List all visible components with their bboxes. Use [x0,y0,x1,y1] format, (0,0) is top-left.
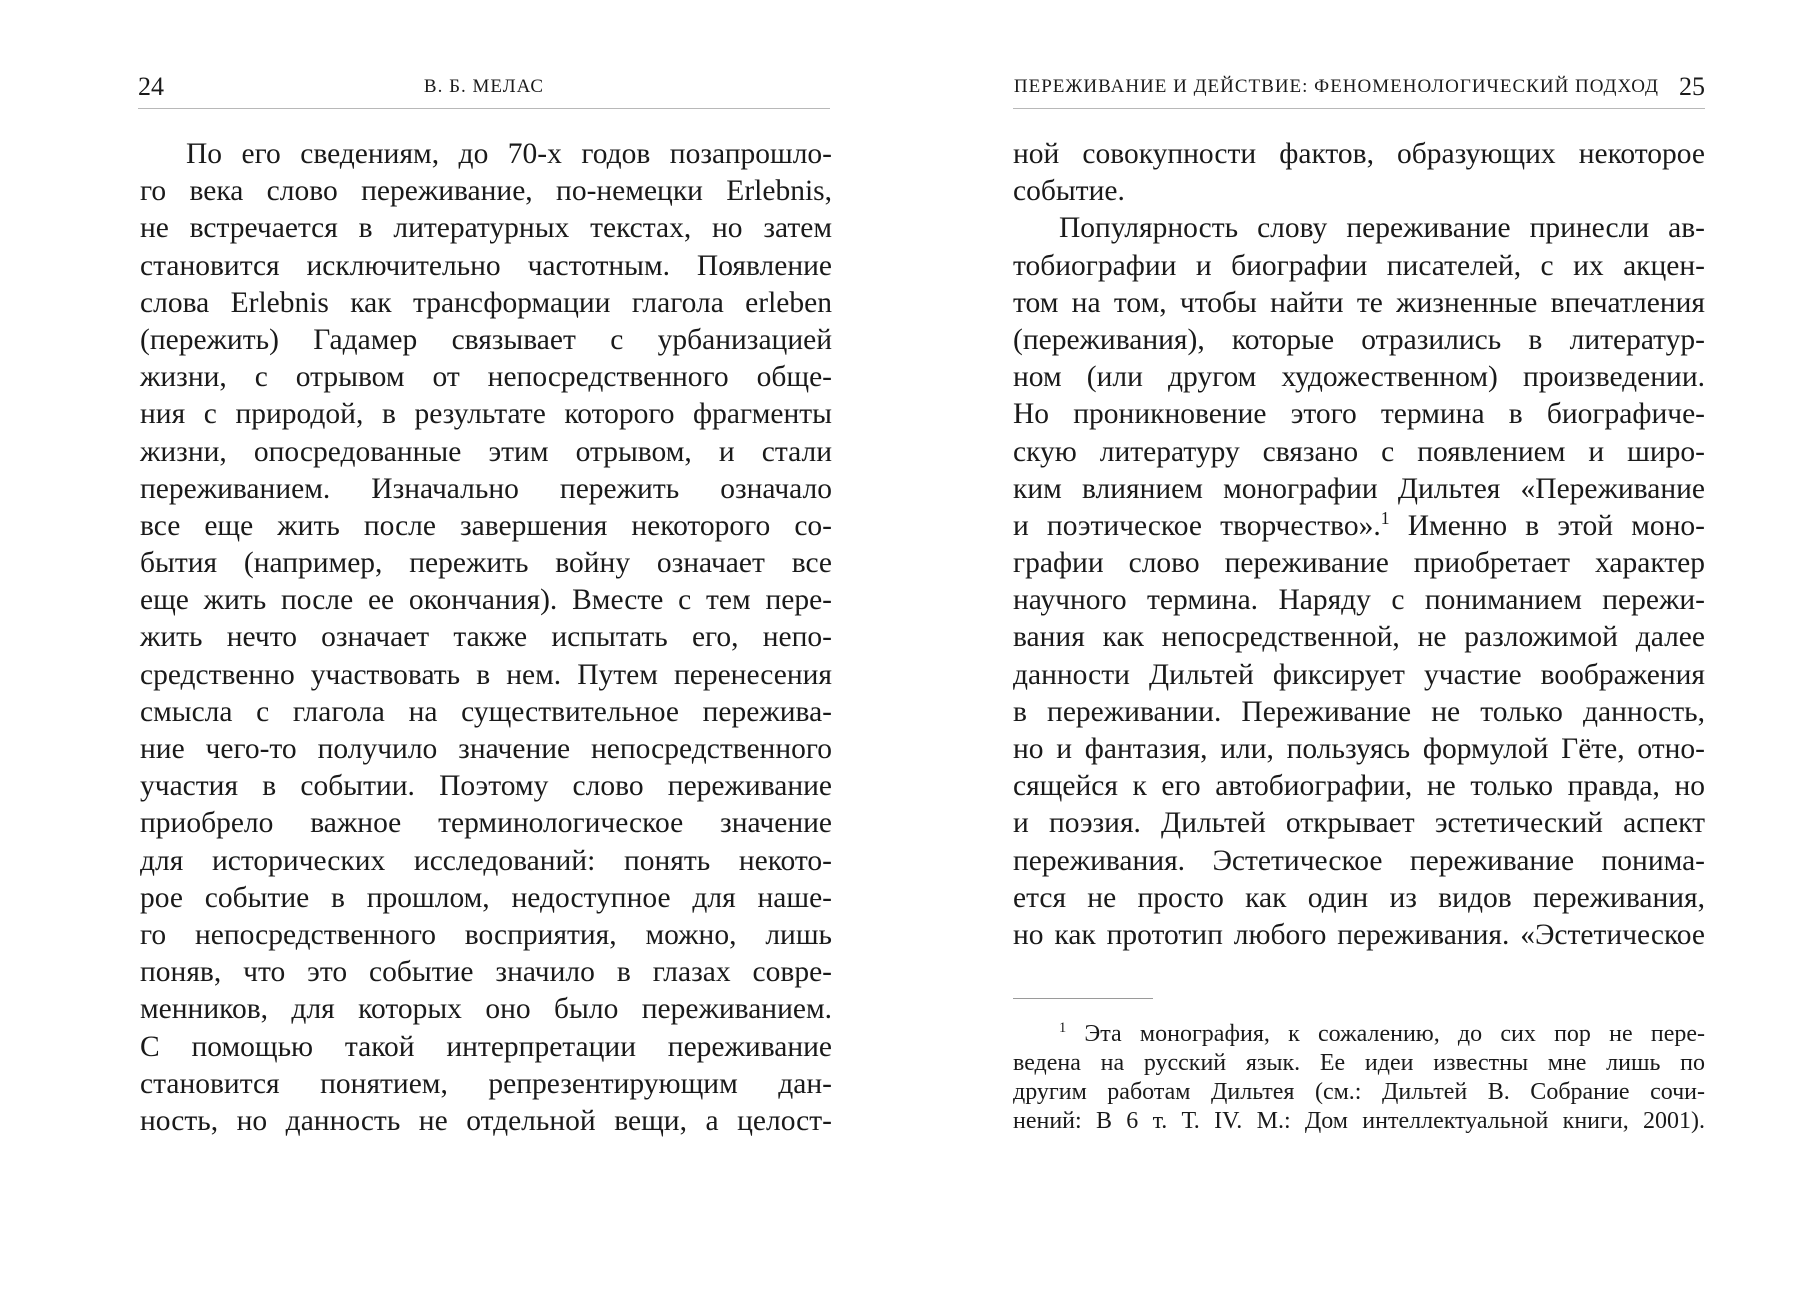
text-line: том на том, чтобы найти те жизненные впечатления [1013,286,1705,319]
footnote-line: другим работам Дильтея (см.: Дильтей В. Собрание сочи- [1013,1079,1705,1105]
text-line: приобрело важное терминологическое значение [140,807,832,840]
footnote-rule [1013,998,1153,999]
text-line: научного термина. Наряду с пониманием пережи- [1013,584,1705,617]
text-segment: Именно в этой моно- [1407,509,1705,542]
footnote [1013,1020,1705,1136]
text-line: тобиографии и биографии писателей, с их акцен- [1013,249,1705,282]
footnote-marker: 1 [1059,1020,1067,1036]
text-line: и поэзия. Дильтей открывает эстетический аспект [1013,807,1705,840]
text-segment: и поэтическое творчество». [1013,509,1381,542]
text-line: менников, для которых оно было переживанием. [140,993,832,1026]
running-head-title: ПЕРЕЖИВАНИЕ И ДЕЙСТВИЕ: ФЕНОМЕНОЛОГИЧЕСКИЙ ПОДХОД [1013,76,1659,97]
text-line: но как прототип любого переживания. «Эстетическое [1013,918,1705,951]
text-line: жизни, опосредованные этим отрывом, и стали [140,435,832,468]
text-line: (переживания), которые отразились в литератур- [1013,323,1705,356]
page-number-right: 25 [1679,72,1705,101]
footnote-line [1013,1020,1705,1049]
text-line: Популярность слову переживание принесли ав- [1059,212,1705,245]
text-line: переживания. Эстетическое переживание понима- [1013,844,1705,877]
footnote-line: нений: В 6 т. Т. IV. М.: Дом интеллектуальной книги, 2001). [1013,1108,1705,1134]
page-number-left: 24 [138,72,164,101]
text-line: С помощью такой интерпретации переживание [140,1030,832,1063]
text-line: го века слово переживание, по-немецки Erlebnis, [140,175,832,208]
text-line: все еще жить после завершения некоторого со- [140,509,832,542]
text-line: рое событие в прошлом, недоступное для наше- [140,881,832,914]
text-line: Но проникновение этого термина в биографиче- [1013,398,1705,431]
text-line: сящейся к его автобиографии, не только правда, но [1013,770,1705,803]
text-line: бытия (например, пережить войну означает все [140,547,832,580]
text-line: переживанием. Изначально пережить означало [140,472,832,505]
text-line: данности Дильтей фиксирует участие воображения [1013,658,1705,691]
text-line: становится понятием, репрезентирующим дан- [140,1067,832,1100]
text-line: средственно участвовать в нем. Путем перенесения [140,658,832,691]
text-line: для исторических исследований: понять некото- [140,844,832,877]
text-line-with-footnote-ref [1013,508,1705,545]
text-line: го непосредственного восприятия, можно, лишь [140,918,832,951]
right-body-text [1013,136,1705,954]
text-line: жизни, с отрывом от непосредственного обще- [140,361,832,394]
header-rule-left [138,108,830,109]
text-line: событие. [1013,175,1125,208]
text-line: участия в событии. Поэтому слово переживание [140,770,832,803]
text-line: скую литературу связано с появлением и широ- [1013,435,1705,468]
text-line: ется не просто как один из видов переживания, [1013,881,1705,914]
text-line: ной совокупности фактов, образующих некоторое [1013,138,1705,170]
text-line: ном (или другом художественном) произведении. [1013,361,1705,394]
text-line: По его сведениям, до 70-х годов позапрошло- [186,138,832,170]
text-line: смысла с глагола на существительное пережива- [140,695,832,728]
footnote-text: Эта монография, к сожалению, до сих пор не пере- [1084,1021,1705,1047]
text-line: ния с природой, в результате которого фрагменты [140,398,832,431]
right-header [1013,72,1705,112]
text-line: становится исключительно частотным. Появление [140,249,832,282]
text-line: не встречается в литературных текстах, но затем [140,212,832,245]
text-line: но и фантазия, или, пользуясь формулой Гёте, отно- [1013,733,1705,765]
text-line: ким влиянием монографии Дильтея «Переживание [1013,472,1705,505]
left-body-text [140,136,832,1140]
footnote-reference: 1 [1380,508,1390,529]
left-header [138,72,830,112]
text-line: слова Erlebnis как трансформации глагола erleben [140,286,832,319]
text-line: ность, но данность не отдельной вещи, а целост- [140,1104,832,1137]
text-line: ние чего-то получило значение непосредственного [140,733,832,765]
header-rule-right [1013,108,1705,109]
text-line: еще жить после ее окончания). Вместе с тем пере- [140,584,832,617]
text-line: в переживании. Переживание не только данность, [1013,695,1705,728]
footnote-line: ведена на русский язык. Ее идеи известны мне лишь по [1013,1050,1705,1076]
text-line: (пережить) Гадамер связывает с урбанизацией [140,323,832,356]
text-line: жить нечто означает также испытать его, непо- [140,621,832,654]
text-line: вания как непосредственной, не разложимой далее [1013,621,1705,654]
running-head-author: В. Б. МЕЛАС [423,76,545,97]
text-line: графии слово переживание приобретает характер [1013,547,1705,580]
text-line: поняв, что это событие значило в глазах совре- [140,956,832,989]
right-page [907,0,1814,1301]
